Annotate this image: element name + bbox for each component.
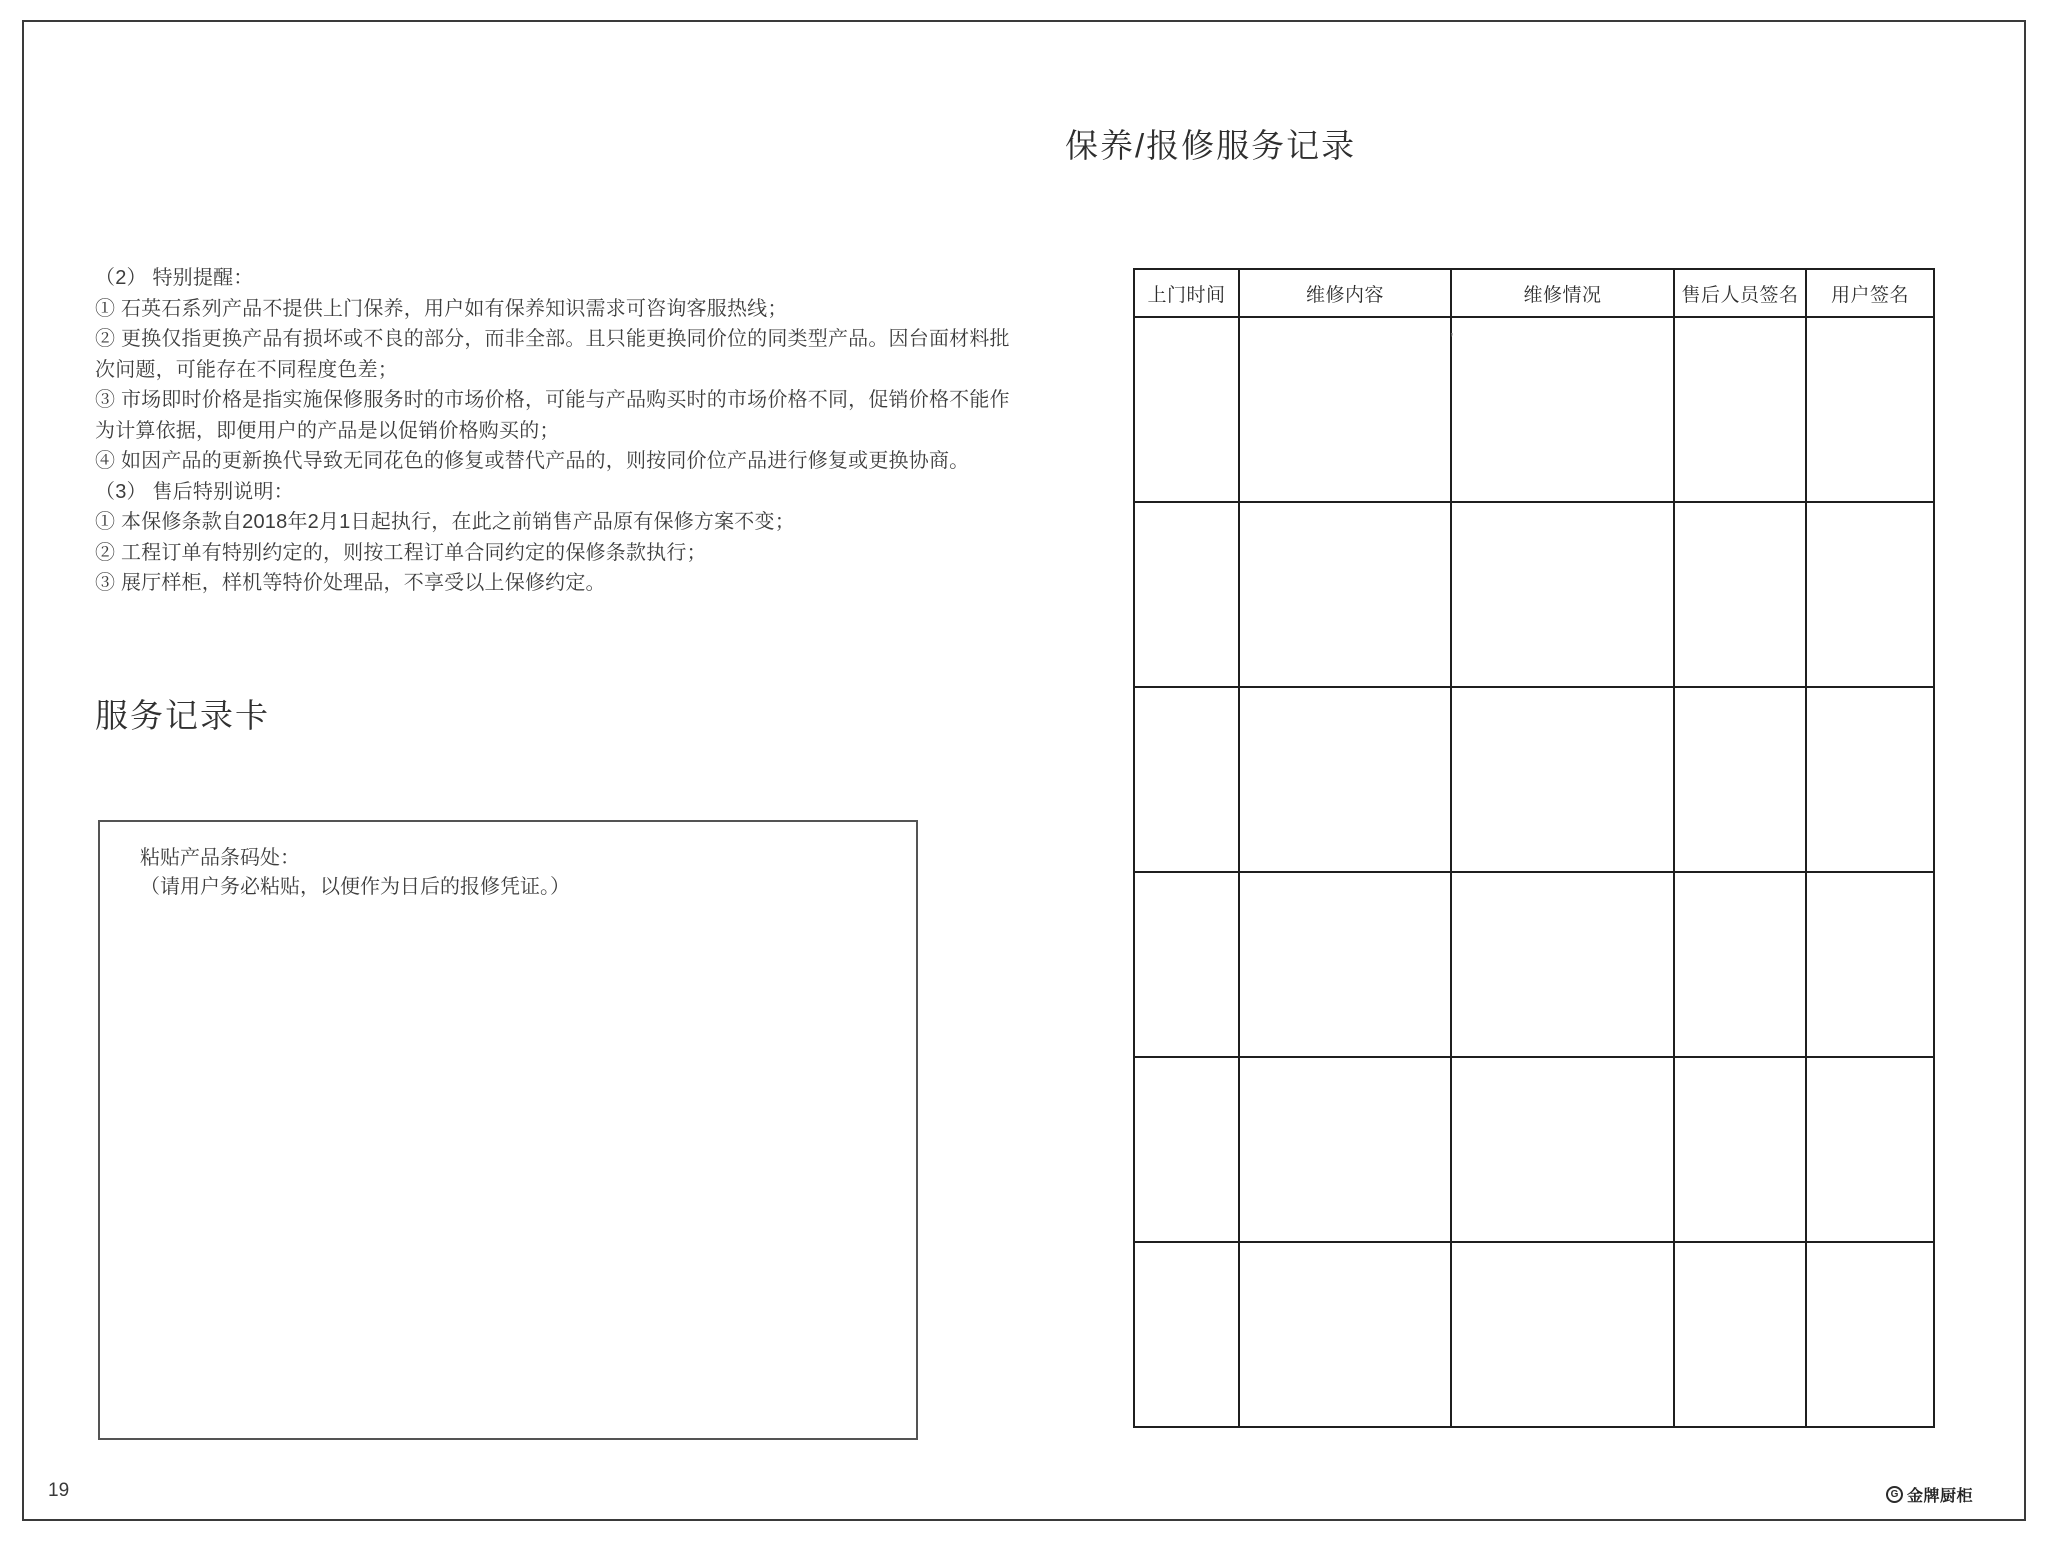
table-cell (1134, 1242, 1239, 1427)
table-cell (1806, 317, 1934, 502)
table-row (1134, 872, 1934, 1057)
note-line: 为计算依据，即便用户的产品是以促销价格购买的； (95, 419, 560, 442)
maintenance-record-title: 保养/报修服务记录 (1065, 127, 1357, 164)
warranty-notes-block (95, 263, 1010, 599)
note-line: 次问题，可能存在不同程度色差； (95, 358, 398, 381)
column-header-visit-time: 上门时间 (1134, 269, 1239, 317)
barcode-box-note: （请用户务必粘贴，以便作为日后的报修凭证。） (140, 876, 570, 898)
note-line: （3） 售后特别说明： (95, 480, 294, 503)
table-row (1134, 1242, 1934, 1427)
table-cell (1451, 872, 1674, 1057)
table-cell (1806, 687, 1934, 872)
table-cell (1806, 1242, 1934, 1427)
table-cell (1134, 502, 1239, 687)
service-record-table (1133, 268, 1935, 1428)
note-line: ① 石英石系列产品不提供上门保养，用户如有保养知识需求可咨询客服热线； (95, 297, 788, 320)
table-cell (1674, 317, 1806, 502)
table-cell (1674, 1242, 1806, 1427)
table-cell (1239, 317, 1454, 502)
table-cell (1239, 872, 1451, 1057)
table-row (1134, 1057, 1934, 1242)
note-line: ① 本保修条款自2018年2月1日起执行，在此之前销售产品原有保修方案不变； (95, 511, 795, 533)
barcode-paste-box (98, 820, 918, 1440)
table-cell (1674, 872, 1806, 1057)
table-cell (1239, 502, 1451, 687)
column-header-aftersales-signature: 售后人员签名 (1674, 269, 1806, 317)
table-cell (1674, 687, 1806, 872)
scan-artifact-mark: ’ (1450, 330, 1454, 347)
table-cell (1451, 687, 1674, 872)
table-row (1134, 687, 1934, 872)
brand-logo (1886, 1483, 1973, 1506)
column-header-user-signature: 用户签名 (1806, 269, 1934, 317)
brand-g-icon: G (1886, 1486, 1903, 1503)
table-cell (1451, 502, 1674, 687)
note-line: ③ 展厅样柜，样机等特价处理品，不享受以上保修约定。 (95, 572, 606, 594)
barcode-box-label: 粘贴产品条码处： (140, 847, 300, 869)
column-header-repair-content: 维修内容 (1239, 269, 1451, 317)
table-cell (1674, 502, 1806, 687)
note-line: ④ 如因产品的更新换代导致无同花色的修复或替代产品的，则按同价位产品进行修复或更换协商。 (95, 450, 970, 472)
column-header-repair-status: 维修情况 (1451, 269, 1674, 317)
table-header-row (1134, 269, 1934, 317)
note-line: ③ 市场即时价格是指实施保修服务时的市场价格，可能与产品购买时的市场价格不同，促销价格不能作 (95, 389, 1010, 411)
table-cell (1451, 1242, 1674, 1427)
note-line: ② 更换仅指更换产品有损坏或不良的部分，而非全部。且只能更换同价位的同类型产品。因台面材料批 (95, 328, 1010, 350)
table-row (1134, 502, 1934, 687)
table-cell (1239, 687, 1451, 872)
table-cell (1674, 1057, 1806, 1242)
note-line: （2） 特别提醒： (95, 267, 254, 289)
table-cell (1806, 872, 1934, 1057)
barcode-box-text (140, 844, 570, 902)
table-cell (1134, 317, 1239, 502)
brand-name: 金牌厨柜 (1907, 1488, 1974, 1505)
table-cell (1806, 502, 1934, 687)
page-number: 19 (48, 1480, 70, 1501)
note-line: ② 工程订单有特别约定的，则按工程订单合同约定的保修条款执行； (95, 541, 707, 564)
table-cell (1239, 1242, 1451, 1427)
table-cell (1134, 1057, 1239, 1242)
table-cell (1239, 1057, 1451, 1242)
table-row (1134, 317, 1934, 502)
table-cell (1451, 317, 1674, 502)
table-cell (1451, 1057, 1674, 1242)
table-cell (1134, 687, 1239, 872)
table-cell (1806, 1057, 1934, 1242)
table-cell (1134, 872, 1239, 1057)
service-record-card-title: 服务记录卡 (95, 697, 270, 734)
